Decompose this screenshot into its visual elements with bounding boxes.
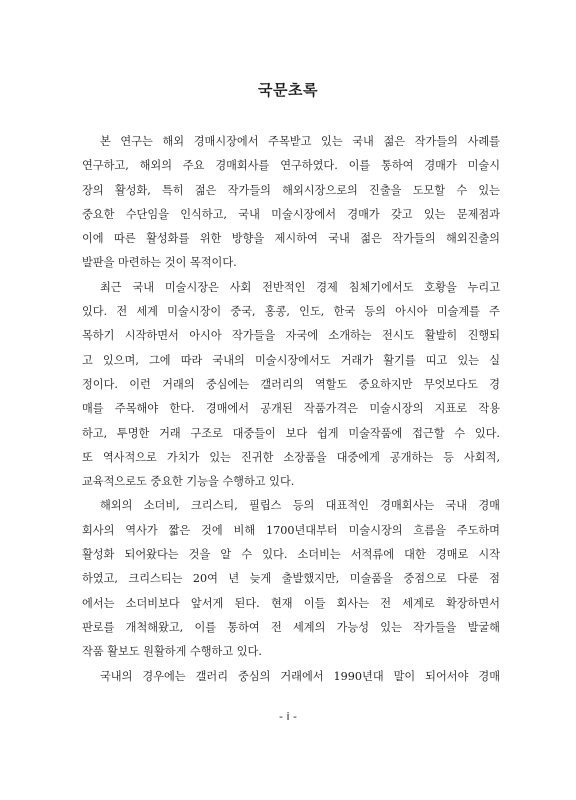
text-line: 해외의 소더비, 크리스티, 필립스 등의 대표적인 경매회사는 국내 경매 — [100, 499, 500, 513]
text-line: 장의 활성화, 특히 젊은 작가들의 해외시장으로의 진출을 도모할 수 있는 — [82, 183, 500, 197]
text-line: 최근 국내 미술시장은 사회 전반적인 경제 침체기에서도 호황을 누리고 — [100, 280, 500, 294]
text-line: 본 연구는 해외 경매시장에서 주목받고 있는 국내 젊은 작가들의 사례를 — [100, 135, 500, 148]
text-line: 판로를 개척해왔고, 이를 통하여 전 세계의 가능성 있는 작가들을 발굴해 — [82, 620, 500, 634]
page-title: 국문초록 — [258, 81, 318, 99]
text-line: 교육적으로도 중요한 기능을 수행하고 있다. — [82, 475, 295, 489]
text-line: 활성화 되어왔다는 것을 알 수 있다. 소더비는 서적류에 대한 경매로 시작 — [82, 548, 500, 562]
abstract-body — [82, 130, 500, 689]
text-line: 작품 활보도 원활하게 수행하고 있다. — [82, 645, 262, 659]
paragraph — [82, 665, 500, 689]
text-line: 연구하고, 해외의 주요 경매회사를 연구하였다. 이를 통하여 경매가 미술시 — [82, 159, 500, 173]
text-line: 하고, 투명한 거래 구조로 대중들이 보다 쉽게 미술작품에 접근할 수 있다. — [82, 426, 500, 440]
text-line: 매를 주목해야 한다. 경매에서 공개된 작품가격은 미술시장의 지표로 작용 — [82, 402, 500, 416]
text-line: 발판을 마련하는 것이 목적이다. — [82, 256, 237, 270]
text-line: 정이다. 이런 거래의 중심에는 갤러리의 역할도 중요하지만 무엇보다도 경 — [82, 377, 500, 391]
text-line: 하였고, 크리스티는 20여 년 늦게 출발했지만, 미술품을 중점으로 다룬 점 — [82, 572, 500, 586]
paragraph — [82, 494, 500, 664]
text-line: 목하기 시작하면서 아시아 작가들을 자국에 소개하는 전시도 활발히 진행되 — [82, 329, 500, 343]
text-line: 고 있으며, 그에 따라 국내의 미술시장에서도 거래가 활기를 띠고 있는 실 — [82, 353, 500, 367]
text-line: 회사의 역사가 짧은 것에 비해 1700년대부터 미술시장의 흐름을 주도하며 — [82, 523, 500, 537]
text-line: 또 역사적으로 가치가 있는 진귀한 소장품을 대중에게 공개하는 등 사회적, — [82, 450, 500, 464]
paragraph — [82, 130, 500, 276]
text-line: 중요한 수단임을 인식하고, 국내 미술시장에서 경매가 갖고 있는 문제점과 — [82, 207, 500, 221]
paragraph — [82, 276, 500, 495]
text-line: 이에 따른 활성화를 위한 방향을 제시하여 국내 젊은 작가들의 해외진출의 — [82, 232, 500, 246]
page-number: - i - — [279, 710, 297, 723]
text-line: 에서는 소더비보다 앞서게 된다. 현재 이들 회사는 전 세계로 확장하면서 — [82, 596, 500, 610]
text-line: 국내의 경우에는 갤러리 중심의 거래에서 1990년대 말이 되어서야 경매 — [100, 669, 500, 683]
text-line: 있다. 전 세계 미술시장이 중국, 홍콩, 인도, 한국 등의 아시아 미술계를 주 — [82, 305, 500, 319]
